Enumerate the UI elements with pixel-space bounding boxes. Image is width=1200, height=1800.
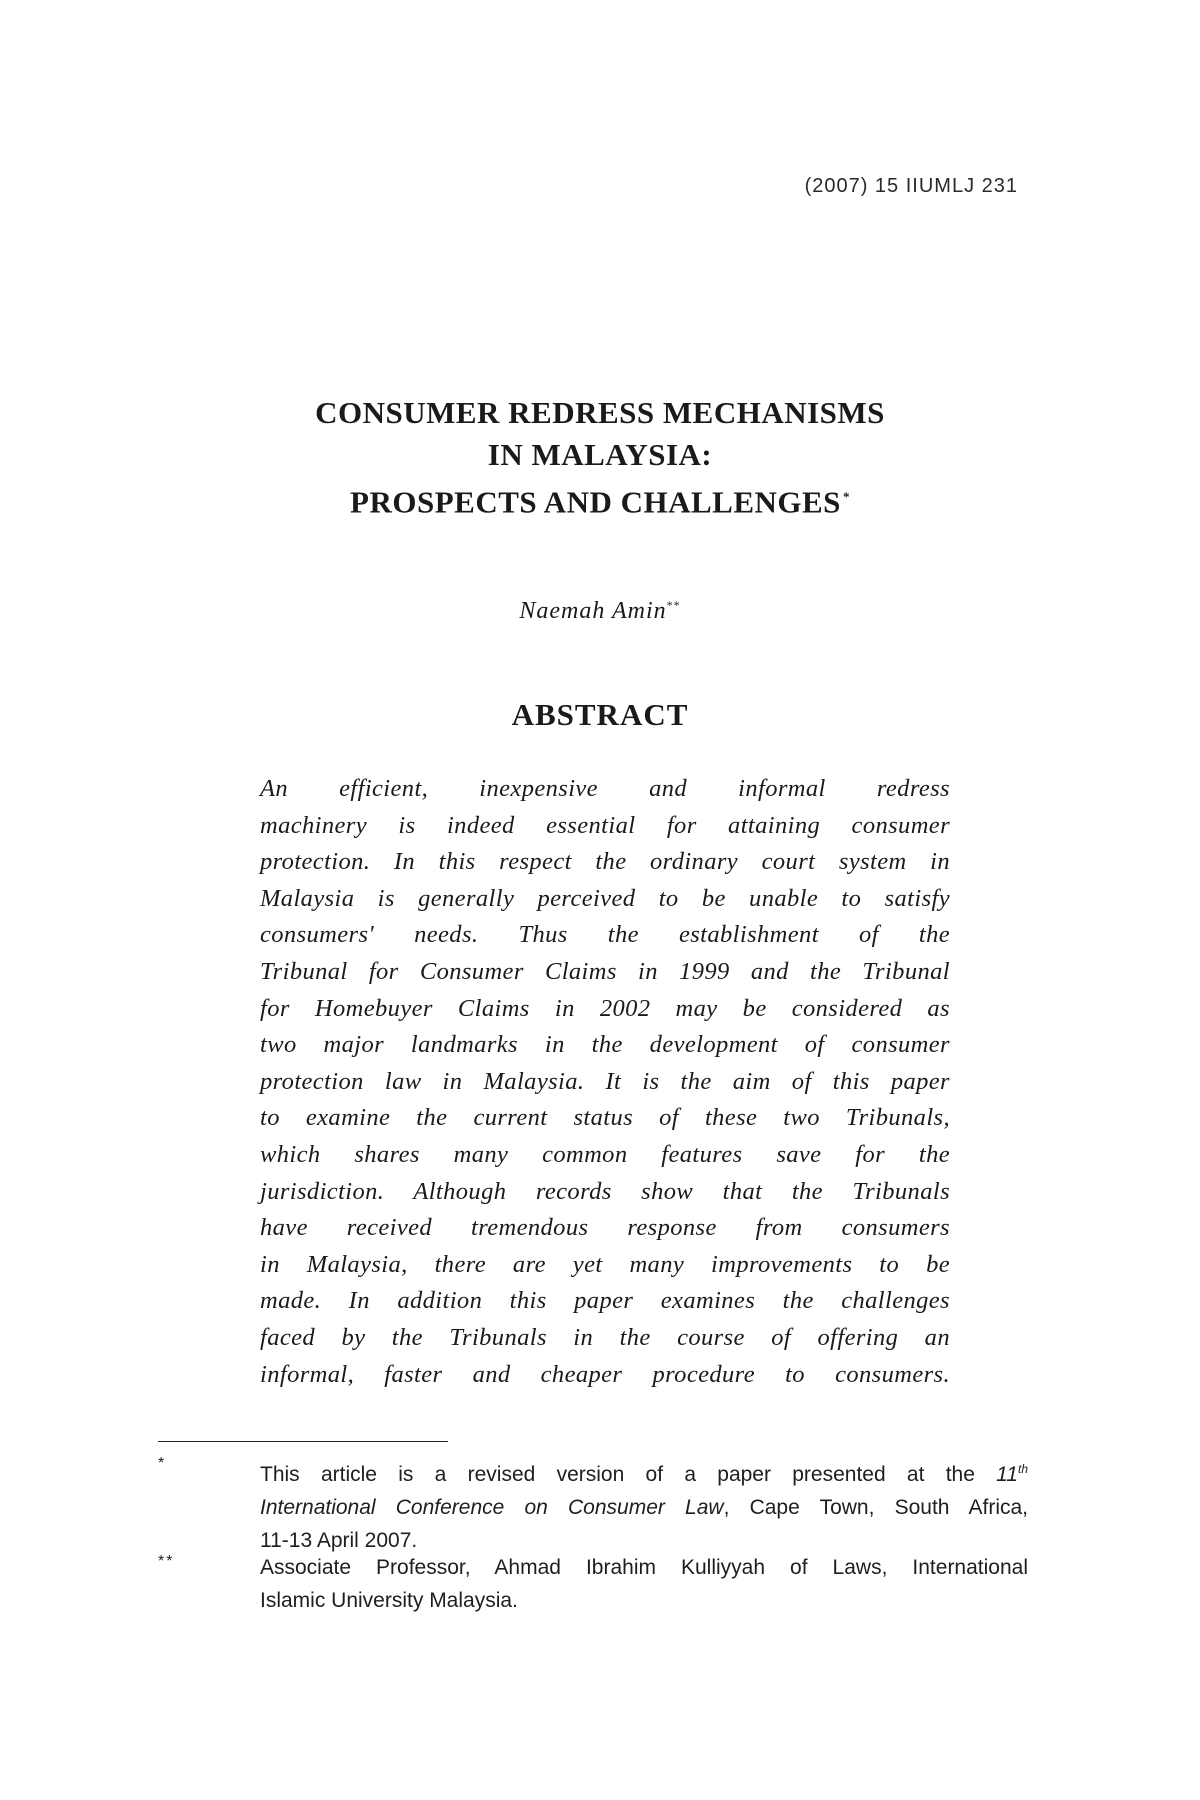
abstract-line: informal, faster and cheaper procedure to consumers. — [260, 1360, 950, 1388]
footnote-2-line-2: Islamic University Malaysia. — [260, 1589, 518, 1612]
author-name-text: Naemah Amin — [519, 598, 667, 624]
footnote-1-marker: * — [158, 1455, 167, 1472]
title-line-3 — [0, 476, 1200, 523]
footnote-1-ordinal-suffix: th — [1017, 1462, 1028, 1476]
footnote-2-marker: ** — [158, 1553, 175, 1570]
abstract-line: faced by the Tribunals in the course of offering an — [260, 1323, 950, 1351]
abstract-line: An efficient, inexpensive and informal redress — [260, 775, 950, 802]
footnote-2-text — [260, 1551, 1028, 1617]
journal-citation: (2007) 15 IIUMLJ 231 — [804, 175, 1018, 197]
article-title — [0, 392, 1200, 523]
abstract-body — [260, 771, 950, 1393]
footnote-1-ordinal: 11 — [996, 1463, 1018, 1486]
abstract-line: Tribunal for Consumer Claims in 1999 and the Tribunal — [260, 957, 950, 985]
footnote-1-location: , Cape Town, South Africa, — [723, 1496, 1028, 1519]
title-line-2: IN MALAYSIA: — [487, 437, 713, 472]
title-line-3-text: PROSPECTS AND CHALLENGES — [350, 484, 841, 520]
abstract-line: Malaysia is generally perceived to be unable to satisfy — [260, 884, 950, 912]
footnote-1 — [158, 1453, 1028, 1557]
abstract-line: for Homebuyer Claims in 2002 may be considered as — [260, 994, 950, 1022]
abstract-line: which shares many common features save for the — [260, 1140, 950, 1168]
footnote-separator — [158, 1441, 448, 1442]
title-footnote-marker: * — [842, 489, 850, 504]
abstract-line: jurisdiction. Although records show that the Tribunals — [260, 1177, 950, 1205]
footnote-1-line-1 — [260, 1453, 1028, 1491]
conference-name: International Conference on Consumer Law — [260, 1496, 724, 1519]
footnote-1-line-1-text: This article is a revised version of a paper presented at the — [260, 1463, 997, 1486]
abstract-line: have received tremendous response from consumers — [260, 1214, 950, 1242]
abstract-line: to examine the current status of these two Tribunals, — [260, 1104, 950, 1132]
abstract-line: in Malaysia, there are yet many improvements to be — [260, 1250, 950, 1278]
footnote-1-line-2 — [260, 1491, 1028, 1524]
footnote-2 — [158, 1551, 1028, 1617]
title-line-1: CONSUMER REDRESS MECHANISMS — [315, 395, 885, 430]
abstract-heading: ABSTRACT — [511, 697, 689, 732]
abstract-line: protection law in Malaysia. It is the aim of this paper — [260, 1067, 950, 1095]
abstract-line: protection. In this respect the ordinary court system in — [260, 848, 950, 876]
abstract-line: made. In addition this paper examines the challenges — [260, 1287, 950, 1315]
footnote-2-line-1: Associate Professor, Ahmad Ibrahim Kulliyyah of Laws, International — [260, 1556, 1028, 1579]
author-name — [0, 598, 1200, 625]
abstract-line: two major landmarks in the development of consumer — [260, 1031, 950, 1059]
author-footnote-marker: ** — [666, 598, 681, 612]
footnote-1-line-3: 11-13 April 2007. — [260, 1529, 418, 1552]
abstract-line: machinery is indeed essential for attaining consumer — [260, 811, 950, 839]
footnote-1-text — [260, 1453, 1028, 1557]
abstract-line: consumers' needs. Thus the establishment of the — [260, 921, 950, 949]
